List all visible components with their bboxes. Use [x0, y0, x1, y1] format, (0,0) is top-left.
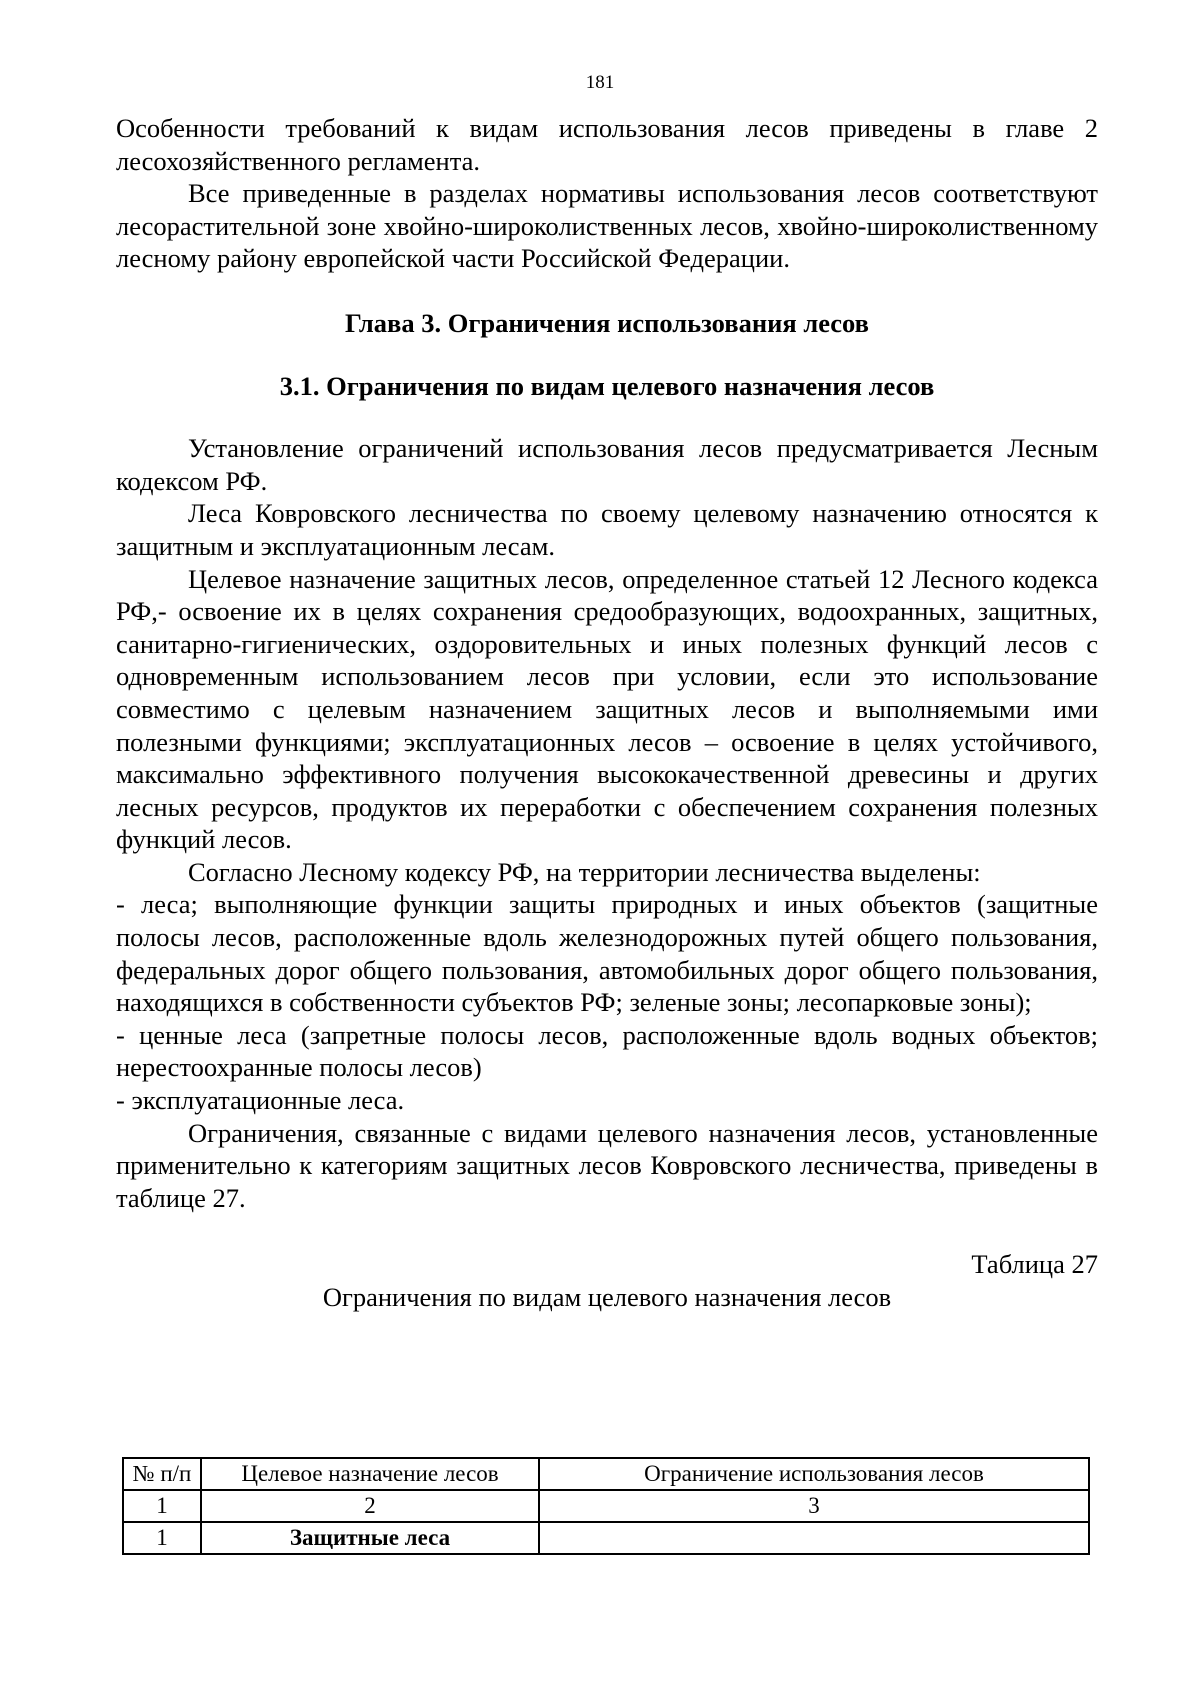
table-cell: 2	[201, 1490, 539, 1522]
table-number-row	[123, 1490, 1089, 1522]
table-caption: Ограничения по видам целевого назначения лесов	[322, 1282, 892, 1312]
page-content	[116, 112, 1098, 1314]
body-paragraph-1: Установление ограничений использования лесов предусматривается Лесным кодексом РФ.	[116, 433, 1098, 496]
table-cell: 3	[539, 1490, 1089, 1522]
table-cell	[539, 1522, 1089, 1554]
table-row	[123, 1522, 1089, 1554]
section-spacer	[116, 402, 1098, 432]
list-item: - ценные леса (запретные полосы лесов, расположенные вдоль водных объектов; нерестоохранные полосы лесов)	[116, 1019, 1098, 1083]
list-item: - леса; выполняющие функции защиты природных и иных объектов (защитные полосы лесов, расположенные вдоль железнодорожных путей общего пользования, федеральных дорог общего пользования, автомобильных дорог общего пользования, находящихся в собственности субъектов РФ; зеленые зоны; лесопарковые зоны);	[116, 889, 1098, 1018]
intro-paragraph-1: Особенности требований к видам использования лесов приведены в главе 2 лесохозяйственного регламента.	[116, 113, 1098, 176]
body-paragraph-2: Леса Ковровского лесничества по своему целевому назначению относятся к защитным и эксплуатационным лесам.	[116, 498, 1098, 561]
body-paragraph-5: Ограничения, связанные с видами целевого назначения лесов, установленные применительно к категориям защитных лесов Ковровского лесничества, приведены в таблице 27.	[116, 1117, 1098, 1213]
body-paragraph-3: Целевое назначение защитных лесов, определенное статьей 12 Лесного кодекса РФ,- освоение их в целях сохранения средообразующих, водоохранных, защитных, санитарно-гигиенических, оздоровительных и иных полезных функций лесов с одновременным использованием лесов при условии, если это использование совместимо с целевым назначением защитных лесов и выполняемыми ими полезными функциями; эксплуатационных лесов – освоение в целях устойчивого, максимально эффективного получения высококачественной древесины и других лесных ресурсов, продуктов их переработки с обеспечением сохранения полезных функций лесов.	[116, 563, 1098, 855]
table-label: Таблица 27	[971, 1249, 1098, 1280]
list-item: - эксплуатационные леса.	[116, 1085, 405, 1116]
header-cell-restriction: Ограничение использования лесов	[539, 1458, 1089, 1490]
body-paragraph-4: Согласно Лесному кодексу РФ, на территории лесничества выделены:	[188, 856, 981, 887]
header-cell-purpose: Целевое назначение лесов	[201, 1458, 539, 1490]
table-cell: Защитные леса	[201, 1522, 539, 1554]
table-header-row	[123, 1458, 1089, 1490]
table-cell: 1	[123, 1490, 201, 1522]
page-number: 181	[585, 72, 615, 93]
intro-paragraph-2: Все приведенные в разделах нормативы использования лесов соответствуют лесорастительной зоне хвойно-широколиственных лесов, хвойно-широколиственному лесному району европейской части Российской Федерации.	[116, 178, 1098, 274]
restrictions-table	[122, 1457, 1090, 1555]
section-title: 3.1. Ограничения по видам целевого назначения лесов	[279, 370, 935, 401]
header-cell-number: № п/п	[123, 1458, 201, 1490]
chapter-title: Глава 3. Ограничения использования лесов	[345, 307, 869, 338]
table-cell: 1	[123, 1522, 201, 1554]
